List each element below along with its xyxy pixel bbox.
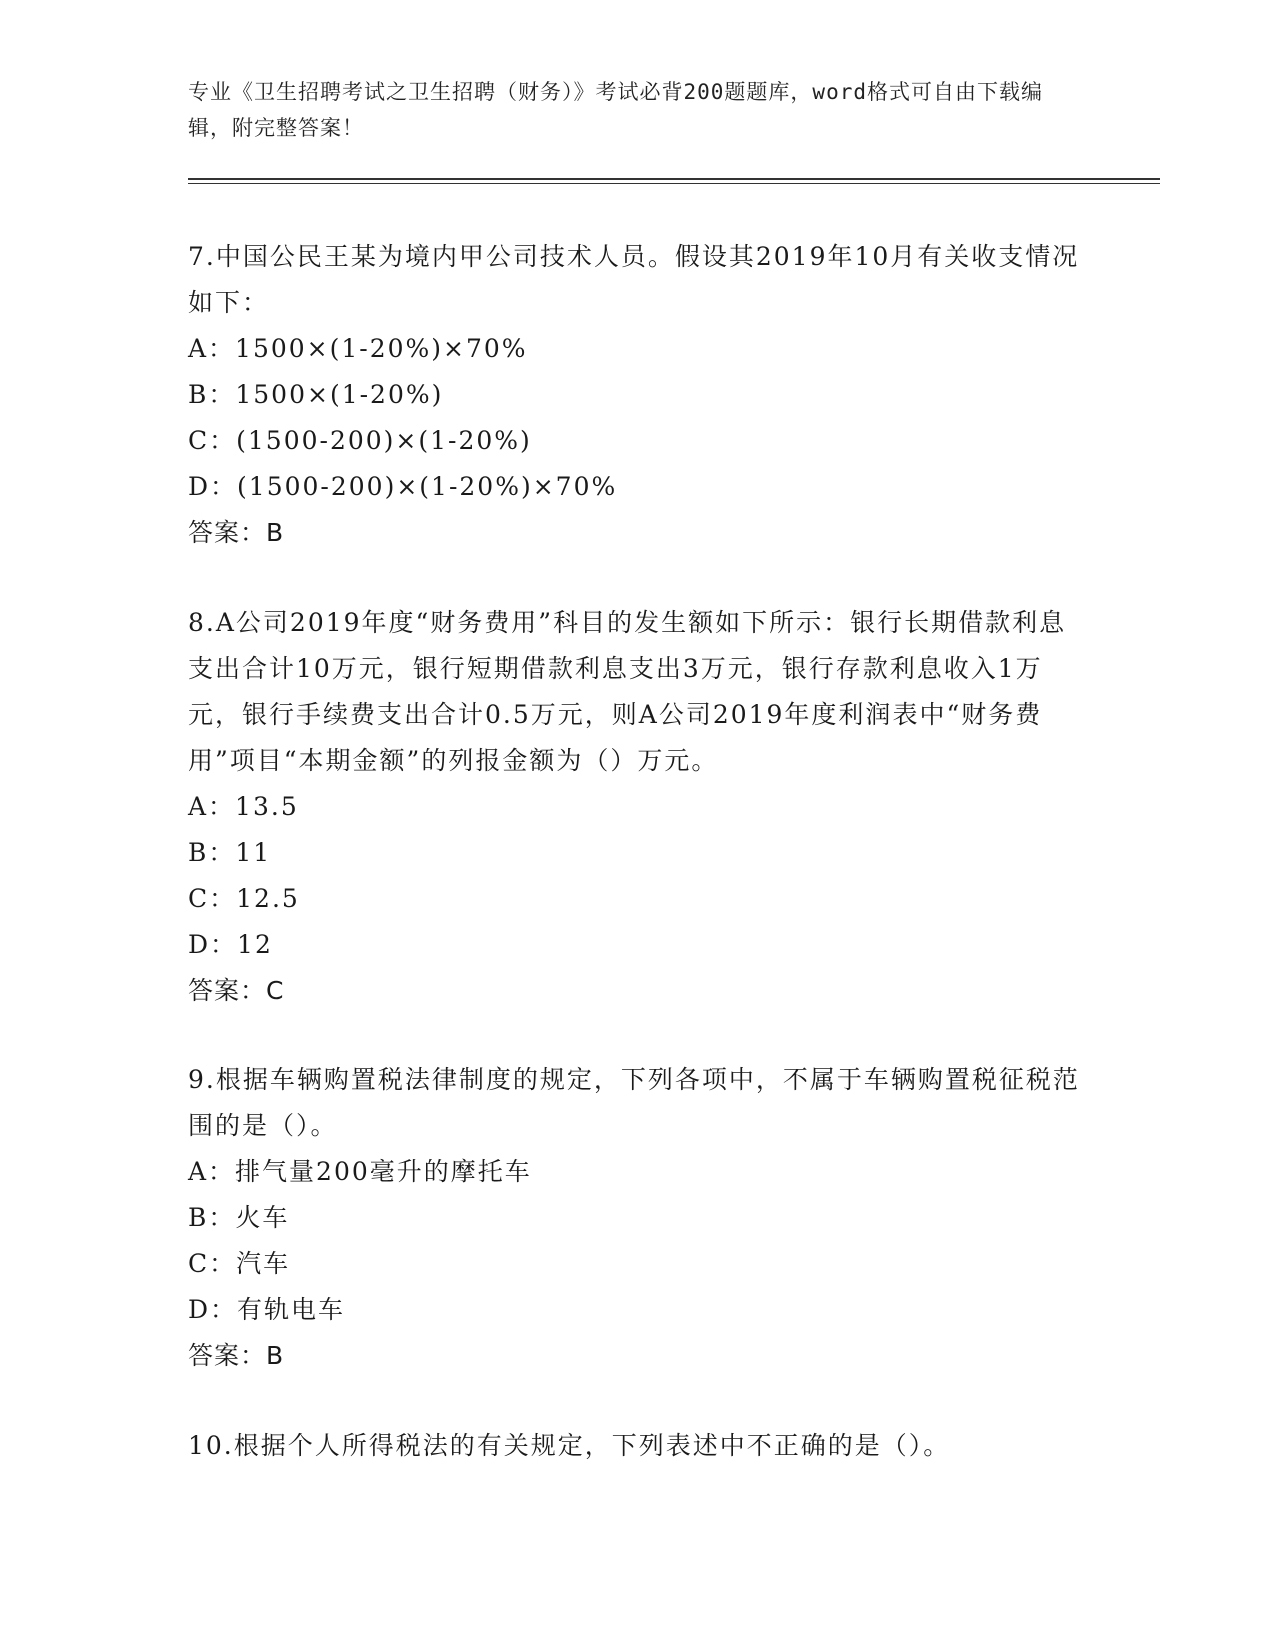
question-stem: 8.A公司2019年度“财务费用”科目的发生额如下所示：银行长期借款利息支出合计10万元，银行短期借款利息支出3万元，银行存款利息收入1万元，银行手续费支出合计0.5万元，则A公司2019年度利润表中“财务费用”项目“本期金额”的列报金额为（）万元。 bbox=[188, 608, 1067, 775]
option-b: B：11 bbox=[188, 838, 272, 867]
document-header: 专业《卫生招聘考试之卫生招聘（财务）》考试必背200题题库，word格式可自由下载编辑，附完整答案！ bbox=[188, 80, 1043, 140]
option-a: A：1500×(1-20%)×70% bbox=[188, 334, 528, 363]
question-stem: 9.根据车辆购置税法律制度的规定，下列各项中，不属于车辆购置税征税范围的是（）。 bbox=[188, 1065, 1080, 1140]
header-divider bbox=[188, 178, 1160, 180]
option-c: C：12.5 bbox=[188, 884, 300, 913]
question-9 bbox=[188, 1057, 1088, 1379]
answer: 答案：B bbox=[188, 518, 285, 547]
answer: 答案：C bbox=[188, 976, 285, 1005]
option-c: C：(1500-200)×(1-20%) bbox=[188, 426, 532, 455]
answer: 答案：B bbox=[188, 1341, 285, 1370]
option-d: D：有轨电车 bbox=[188, 1295, 346, 1324]
question-10 bbox=[188, 1423, 1088, 1469]
header-divider-secondary bbox=[188, 183, 1160, 184]
option-a: A：排气量200毫升的摩托车 bbox=[188, 1157, 532, 1186]
option-b: B：1500×(1-20%) bbox=[188, 380, 444, 409]
option-b: B：火车 bbox=[188, 1203, 290, 1232]
option-a: A：13.5 bbox=[188, 792, 299, 821]
option-c: C：汽车 bbox=[188, 1249, 291, 1278]
option-d: D：(1500-200)×(1-20%)×70% bbox=[188, 472, 618, 501]
question-8 bbox=[188, 600, 1088, 1014]
question-7 bbox=[188, 234, 1088, 556]
question-stem: 10.根据个人所得税法的有关规定，下列表述中不正确的是（）。 bbox=[188, 1431, 951, 1460]
question-stem: 7.中国公民王某为境内甲公司技术人员。假设其2019年10月有关收支情况如下： bbox=[188, 242, 1080, 317]
option-d: D：12 bbox=[188, 930, 273, 959]
